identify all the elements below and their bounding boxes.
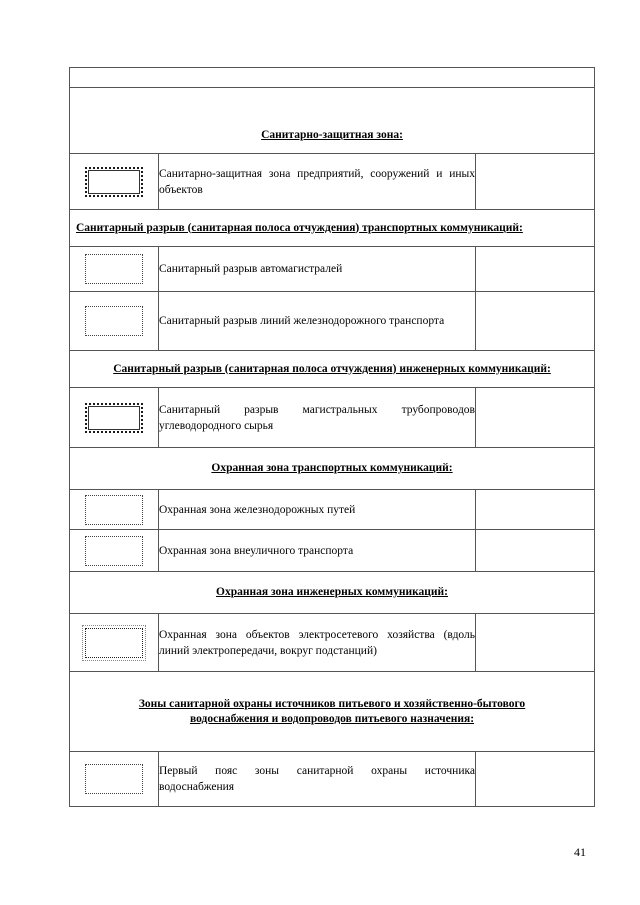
section-row (70, 88, 595, 154)
empty-cell (476, 752, 595, 807)
railway-gap-symbol (85, 306, 143, 336)
empty-cell (476, 154, 595, 210)
table-row (70, 154, 595, 210)
table-row (70, 292, 595, 351)
section-row (70, 572, 595, 614)
sanitary-protection-zone-symbol (85, 167, 143, 197)
item-description: Санитарно-защитная зона предприятий, сооружений и иных объектов (159, 154, 476, 210)
table-row (70, 752, 595, 807)
symbol-cell (70, 247, 159, 292)
item-description: Санитарный разрыв линий железнодорожного транспорта (159, 292, 476, 351)
blank-cell (70, 68, 595, 88)
item-description: Охранная зона внеуличного транспорта (159, 530, 476, 572)
offstreet-transport-protection-symbol (85, 536, 143, 566)
empty-cell (476, 490, 595, 530)
table-row (70, 530, 595, 572)
item-description: Охранная зона объектов электросетевого хозяйства (вдоль линий электропередачи, вокруг подстанций) (159, 614, 476, 672)
page-number: 41 (574, 845, 586, 859)
water-source-zone-symbol (85, 764, 143, 794)
empty-cell (476, 388, 595, 448)
symbol-cell (70, 388, 159, 448)
symbol-cell (70, 490, 159, 530)
section-row (70, 351, 595, 388)
pipeline-gap-symbol (85, 403, 143, 433)
section-title-transport-protection-zone: Охранная зона транспортных коммуникаций: (70, 448, 595, 490)
legend-table (69, 67, 595, 807)
table-row (70, 614, 595, 672)
table-row (70, 388, 595, 448)
item-description: Первый пояс зоны санитарной охраны источника водоснабжения (159, 752, 476, 807)
table-row (70, 490, 595, 530)
section-title-transport-sanitary-gap: Санитарный разрыв (санитарная полоса отчуждения) транспортных коммуникаций: (70, 210, 595, 247)
section-title-engineering-sanitary-gap: Санитарный разрыв (санитарная полоса отчуждения) инженерных коммуникаций: (70, 351, 595, 388)
table-row-blank (70, 68, 595, 88)
table-row (70, 247, 595, 292)
symbol-cell (70, 154, 159, 210)
symbol-cell (70, 530, 159, 572)
item-description: Санитарный разрыв магистральных трубопроводов углеводородного сырья (159, 388, 476, 448)
item-description: Охранная зона железнодорожных путей (159, 490, 476, 530)
symbol-cell (70, 752, 159, 807)
empty-cell (476, 530, 595, 572)
symbol-cell (70, 292, 159, 351)
empty-cell (476, 292, 595, 351)
section-title-engineering-protection-zone: Охранная зона инженерных коммуникаций: (70, 572, 595, 614)
section-row (70, 672, 595, 752)
section-title-sanitary-protection-zone: Санитарно-защитная зона: (70, 88, 595, 154)
empty-cell (476, 614, 595, 672)
item-description: Санитарный разрыв автомагистралей (159, 247, 476, 292)
section-title-water-sanitary-protection: Зоны санитарной охраны источников питьевого и хозяйственно-бытового водоснабжения и водопроводов питьевого назначения: (70, 672, 595, 752)
highway-gap-symbol (85, 254, 143, 284)
section-row (70, 210, 595, 247)
railway-protection-symbol (85, 495, 143, 525)
symbol-cell (70, 614, 159, 672)
empty-cell (476, 247, 595, 292)
section-row (70, 448, 595, 490)
power-grid-protection-symbol (85, 628, 143, 658)
